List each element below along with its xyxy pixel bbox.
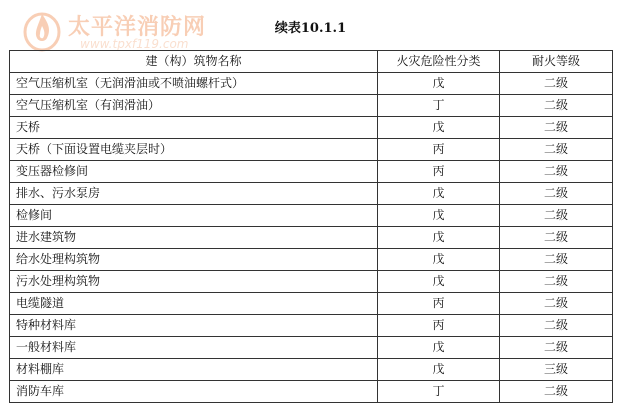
header-fire-resistance-grade: 耐火等级 xyxy=(500,51,613,73)
table-row xyxy=(10,381,613,403)
hazard-class-cell: 丙 xyxy=(378,315,500,337)
header-fire-hazard-class: 火灾危险性分类 xyxy=(378,51,500,73)
table-row xyxy=(10,359,613,381)
table-row xyxy=(10,205,613,227)
table-row xyxy=(10,271,613,293)
building-name-cell: 天桥（下面设置电缆夹层时） xyxy=(10,139,378,161)
resistance-grade-cell: 二级 xyxy=(500,337,613,359)
table-title: 续表10.1.1 xyxy=(274,21,347,36)
hazard-class-cell: 丙 xyxy=(378,139,500,161)
resistance-grade-cell: 二级 xyxy=(500,315,613,337)
table-row xyxy=(10,227,613,249)
building-name-cell: 空气压缩机室（无润滑油或不喷油螺杆式） xyxy=(10,73,378,95)
table-row xyxy=(10,293,613,315)
hazard-class-cell: 戊 xyxy=(378,337,500,359)
resistance-grade-cell: 二级 xyxy=(500,381,613,403)
resistance-grade-cell: 二级 xyxy=(500,183,613,205)
table-row xyxy=(10,73,613,95)
hazard-class-cell: 戊 xyxy=(378,117,500,139)
resistance-grade-cell: 二级 xyxy=(500,161,613,183)
hazard-class-cell: 戊 xyxy=(378,183,500,205)
hazard-class-cell: 戊 xyxy=(378,271,500,293)
building-name-cell: 给水处理构筑物 xyxy=(10,249,378,271)
hazard-class-cell: 丙 xyxy=(378,161,500,183)
resistance-grade-cell: 二级 xyxy=(500,227,613,249)
resistance-grade-cell: 二级 xyxy=(500,139,613,161)
table-row xyxy=(10,161,613,183)
table-row xyxy=(10,183,613,205)
resistance-grade-cell: 二级 xyxy=(500,117,613,139)
building-name-cell: 变压器检修间 xyxy=(10,161,378,183)
resistance-grade-cell: 二级 xyxy=(500,95,613,117)
resistance-grade-cell: 二级 xyxy=(500,271,613,293)
hazard-class-cell: 丁 xyxy=(378,381,500,403)
building-name-cell: 天桥 xyxy=(10,117,378,139)
watermark-title: 太平洋消防网 xyxy=(68,15,207,40)
watermark-url: www.tpxf119.com xyxy=(80,37,189,51)
building-name-cell: 排水、污水泵房 xyxy=(10,183,378,205)
resistance-grade-cell: 二级 xyxy=(500,249,613,271)
table-row xyxy=(10,337,613,359)
building-name-cell: 进水建筑物 xyxy=(10,227,378,249)
classification-table xyxy=(9,50,613,403)
resistance-grade-cell: 二级 xyxy=(500,293,613,315)
building-name-cell: 污水处理构筑物 xyxy=(10,271,378,293)
table-row xyxy=(10,117,613,139)
resistance-grade-cell: 二级 xyxy=(500,205,613,227)
building-name-cell: 检修间 xyxy=(10,205,378,227)
building-name-cell: 空气压缩机室（有润滑油） xyxy=(10,95,378,117)
hazard-class-cell: 戊 xyxy=(378,205,500,227)
table-row xyxy=(10,139,613,161)
table-row xyxy=(10,315,613,337)
building-name-cell: 一般材料库 xyxy=(10,337,378,359)
resistance-grade-cell: 三级 xyxy=(500,359,613,381)
building-name-cell: 电缆隧道 xyxy=(10,293,378,315)
hazard-class-cell: 戊 xyxy=(378,249,500,271)
building-name-cell: 材料棚库 xyxy=(10,359,378,381)
hazard-class-cell: 丁 xyxy=(378,95,500,117)
table-row xyxy=(10,249,613,271)
table-header-row xyxy=(10,51,613,73)
hazard-class-cell: 戊 xyxy=(378,359,500,381)
hazard-class-cell: 戊 xyxy=(378,227,500,249)
building-name-cell: 消防车库 xyxy=(10,381,378,403)
header-building-name: 建（构）筑物名称 xyxy=(10,51,378,73)
hazard-class-cell: 戊 xyxy=(378,73,500,95)
resistance-grade-cell: 二级 xyxy=(500,73,613,95)
table-row xyxy=(10,95,613,117)
building-name-cell: 特种材料库 xyxy=(10,315,378,337)
hazard-class-cell: 丙 xyxy=(378,293,500,315)
